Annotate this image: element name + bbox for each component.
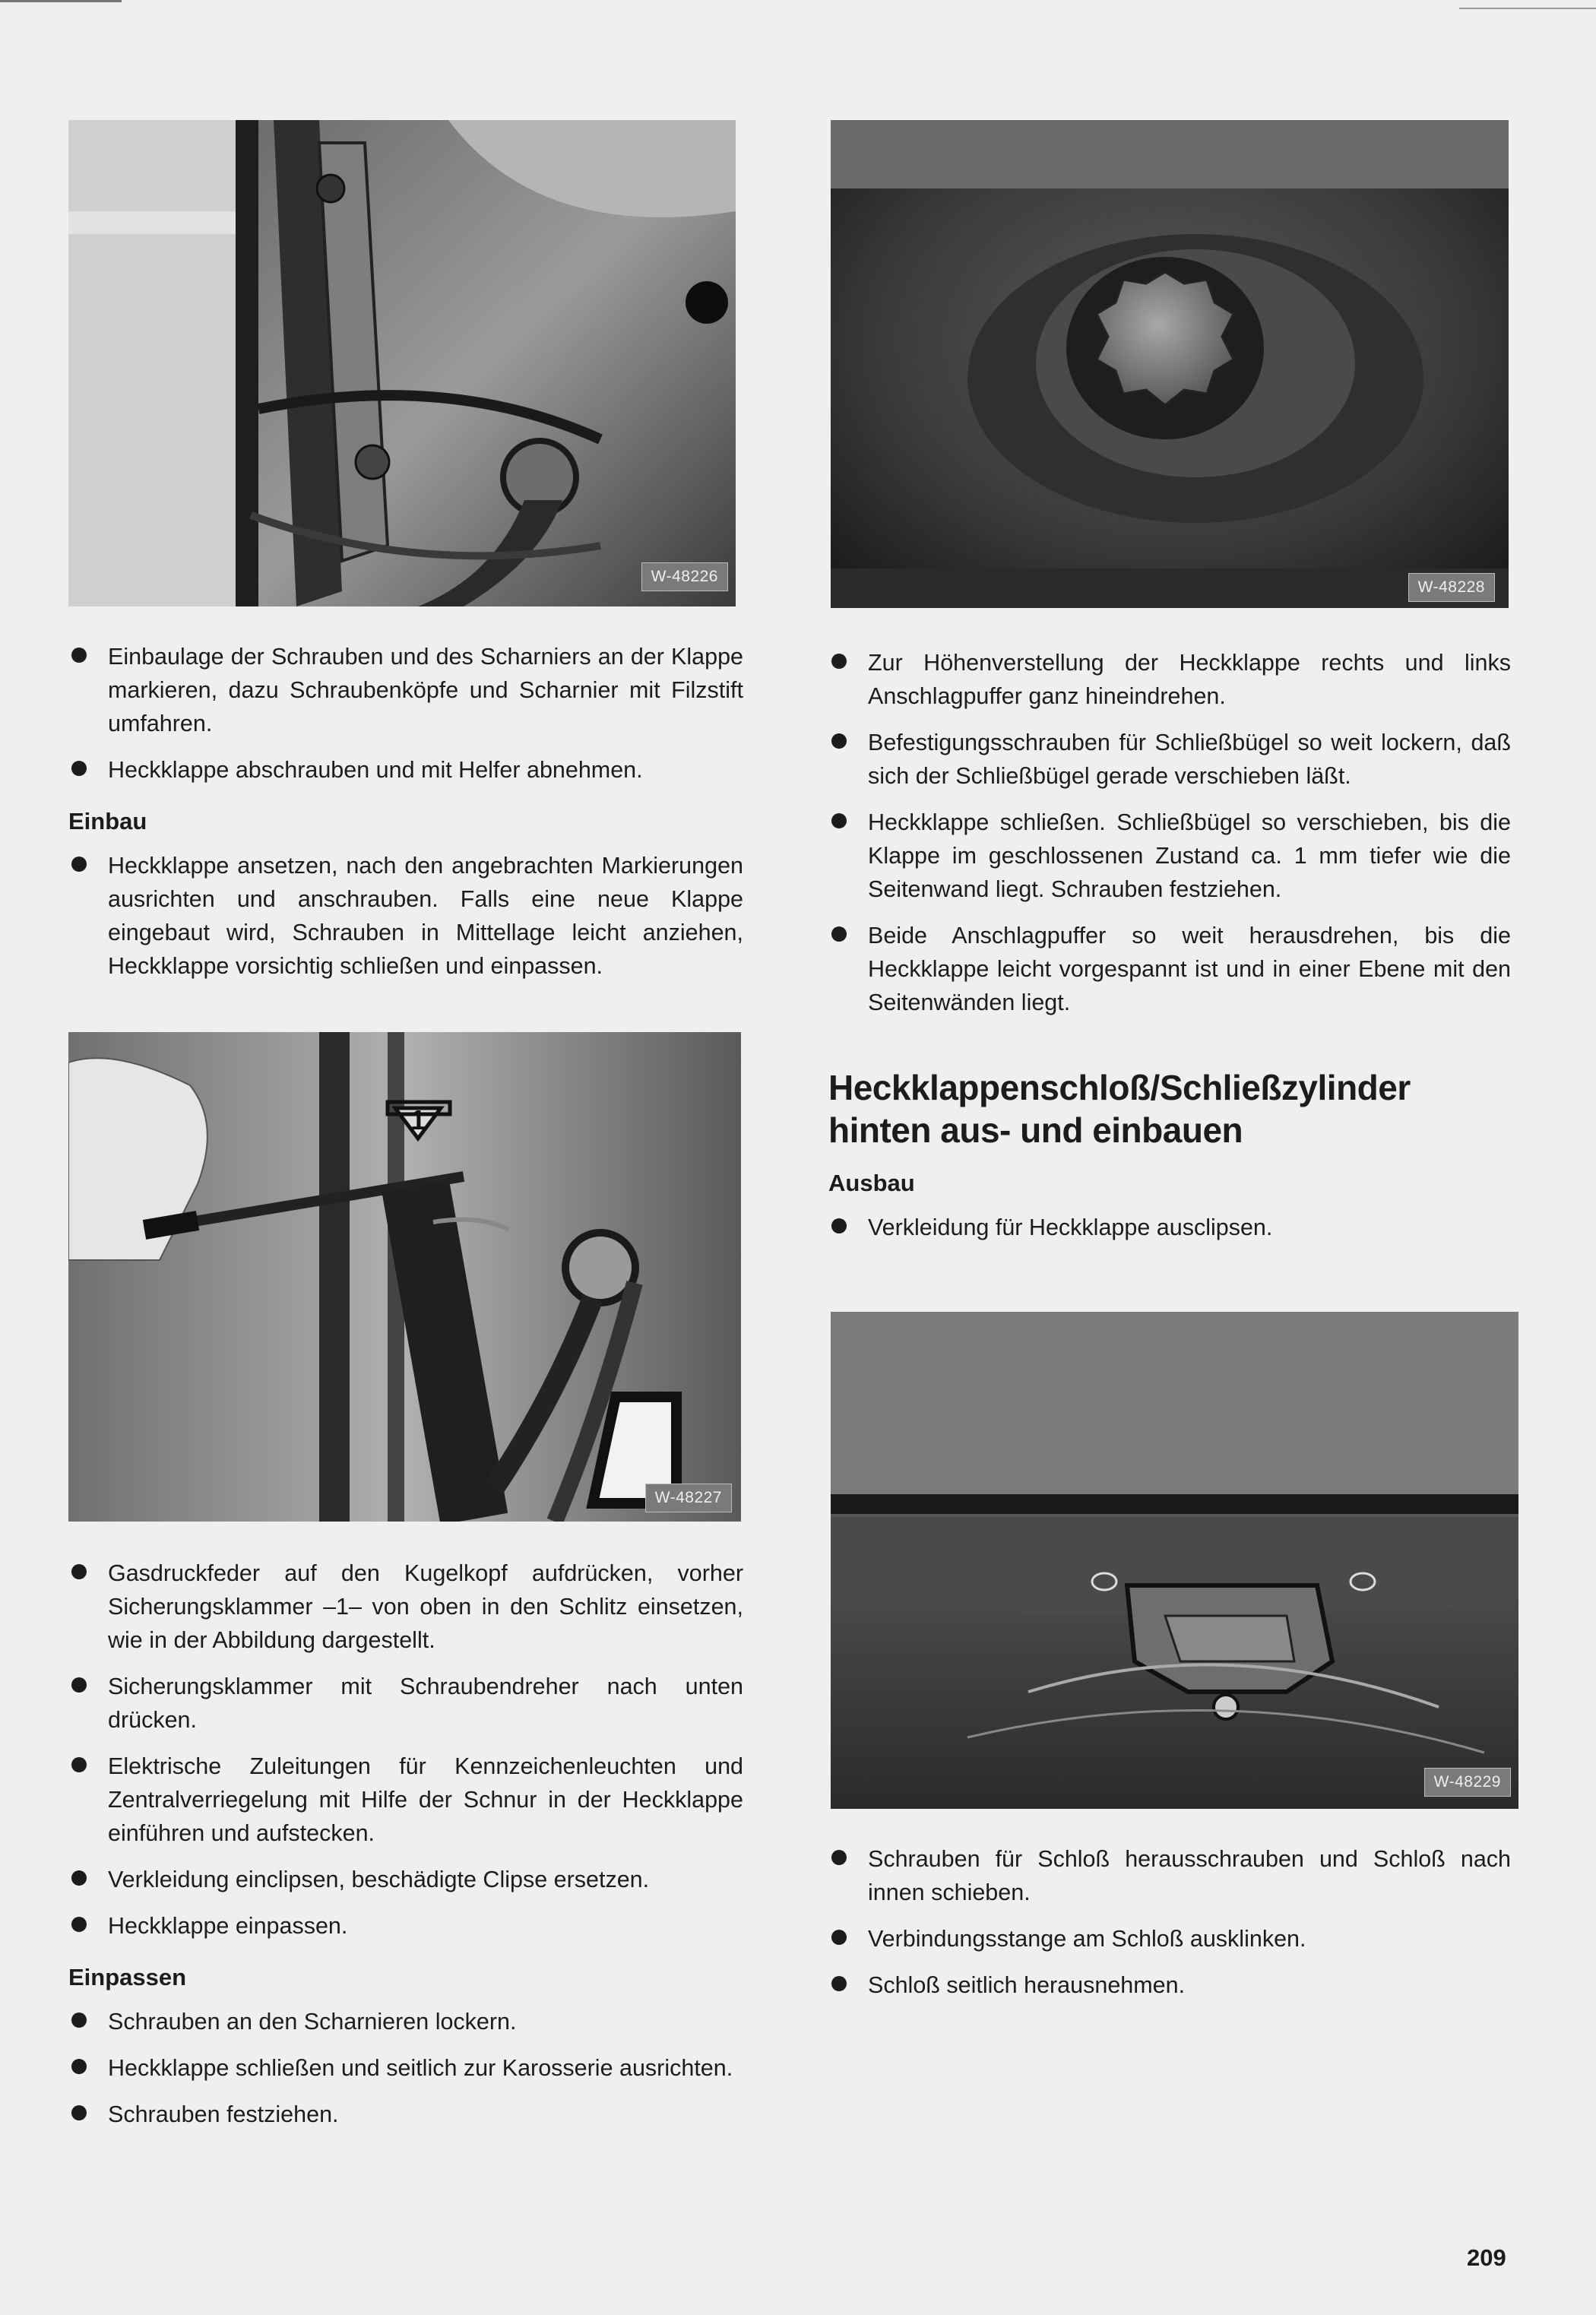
top-rule-right (1459, 8, 1596, 9)
bullet-list (68, 849, 743, 983)
bullet-list (68, 1557, 743, 1943)
figure-gas-spring-photo (68, 1032, 741, 1522)
list-item: Schrauben festziehen. (68, 2098, 743, 2131)
figure-id: W-48228 (1408, 573, 1495, 602)
figure-buffer-photo (831, 120, 1509, 608)
subheading-einbau: Einbau (68, 808, 147, 834)
subheading-einpassen: Einpassen (68, 1964, 187, 1990)
figure-id: W-48226 (641, 562, 728, 591)
list-item: Heckklappe schließen und seitlich zur Karosserie ausrichten. (68, 2051, 743, 2085)
right-column-bottom (828, 1842, 1511, 2015)
list-item: Schrauben an den Scharnieren lockern. (68, 2005, 743, 2038)
list-item: Heckklappe ansetzen, nach den angebrachten Markierungen ausrichten und anschrauben. Falls eine neue Klappe eingebaut wird, Schrauben in Mittellage leicht anziehen, Heckklappe vorsichtig schließen und einpassen. (68, 849, 743, 983)
list-item: Beide Anschlagpuffer so weit herausdrehen, bis die Heckklappe leicht vorgespannt ist und in einer Ebene mit den Seitenwänden liegt. (828, 919, 1511, 1019)
callout-1: 1 (410, 1104, 426, 1135)
bullet-list (68, 640, 743, 787)
list-item: Einbaulage der Schrauben und des Scharniers an der Klappe markieren, dazu Schraubenköpfe und Scharnier mit Filzstift umfahren. (68, 640, 743, 740)
figure-id: W-48227 (645, 1484, 732, 1512)
left-column-top (68, 640, 743, 996)
left-column-bottom (68, 1557, 743, 2144)
figure-id: W-48229 (1424, 1768, 1511, 1797)
list-item: Heckklappe schließen. Schließbügel so verschieben, bis die Klappe im geschlossenen Zustand ca. 1 mm tiefer wie die Seitenwand liegt. Schrauben festziehen. (828, 806, 1511, 906)
bullet-list (828, 1211, 1511, 1244)
list-item: Sicherungsklammer mit Schraubendreher nach unten drücken. (68, 1670, 743, 1737)
list-item: Schloß seitlich herausnehmen. (828, 1968, 1511, 2002)
list-item: Gasdruckfeder auf den Kugelkopf aufdrücken, vorher Sicherungsklammer –1– von oben in den Schlitz einsetzen, wie in der Abbildung dargestellt. (68, 1557, 743, 1657)
list-item: Schrauben für Schloß herausschrauben und Schloß nach innen schieben. (828, 1842, 1511, 1909)
figure-hinge-photo (68, 120, 736, 606)
figure-lock-photo (831, 1312, 1518, 1809)
list-item: Heckklappe einpassen. (68, 1909, 743, 1943)
page-number: 209 (1467, 2244, 1506, 2271)
list-item: Verbindungsstange am Schloß ausklinken. (828, 1922, 1511, 1956)
bullet-list (828, 646, 1511, 1019)
list-item: Verkleidung für Heckklappe ausclipsen. (828, 1211, 1511, 1244)
top-rule (0, 0, 122, 2)
list-item: Zur Höhenverstellung der Heckklappe rechts und links Anschlagpuffer ganz hineindrehen. (828, 646, 1511, 713)
list-item: Heckklappe abschrauben und mit Helfer abnehmen. (68, 753, 743, 787)
bullet-list (828, 1842, 1511, 2002)
list-item: Elektrische Zuleitungen für Kennzeichenleuchten und Zentralverriegelung mit Hilfe der Schnur in der Heckklappe einführen und aufstecken. (68, 1750, 743, 1850)
bullet-list (68, 2005, 743, 2131)
list-item: Befestigungsschrauben für Schließbügel so weit lockern, daß sich der Schließbügel gerade verschieben läßt. (828, 726, 1511, 793)
right-column-top (828, 646, 1511, 1257)
list-item: Verkleidung einclipsen, beschädigte Clipse ersetzen. (68, 1863, 743, 1896)
section-title: Heckklappenschloß/Schließzylinder hinten aus- und einbauen (828, 1068, 1411, 1150)
subheading-ausbau: Ausbau (828, 1170, 915, 1196)
